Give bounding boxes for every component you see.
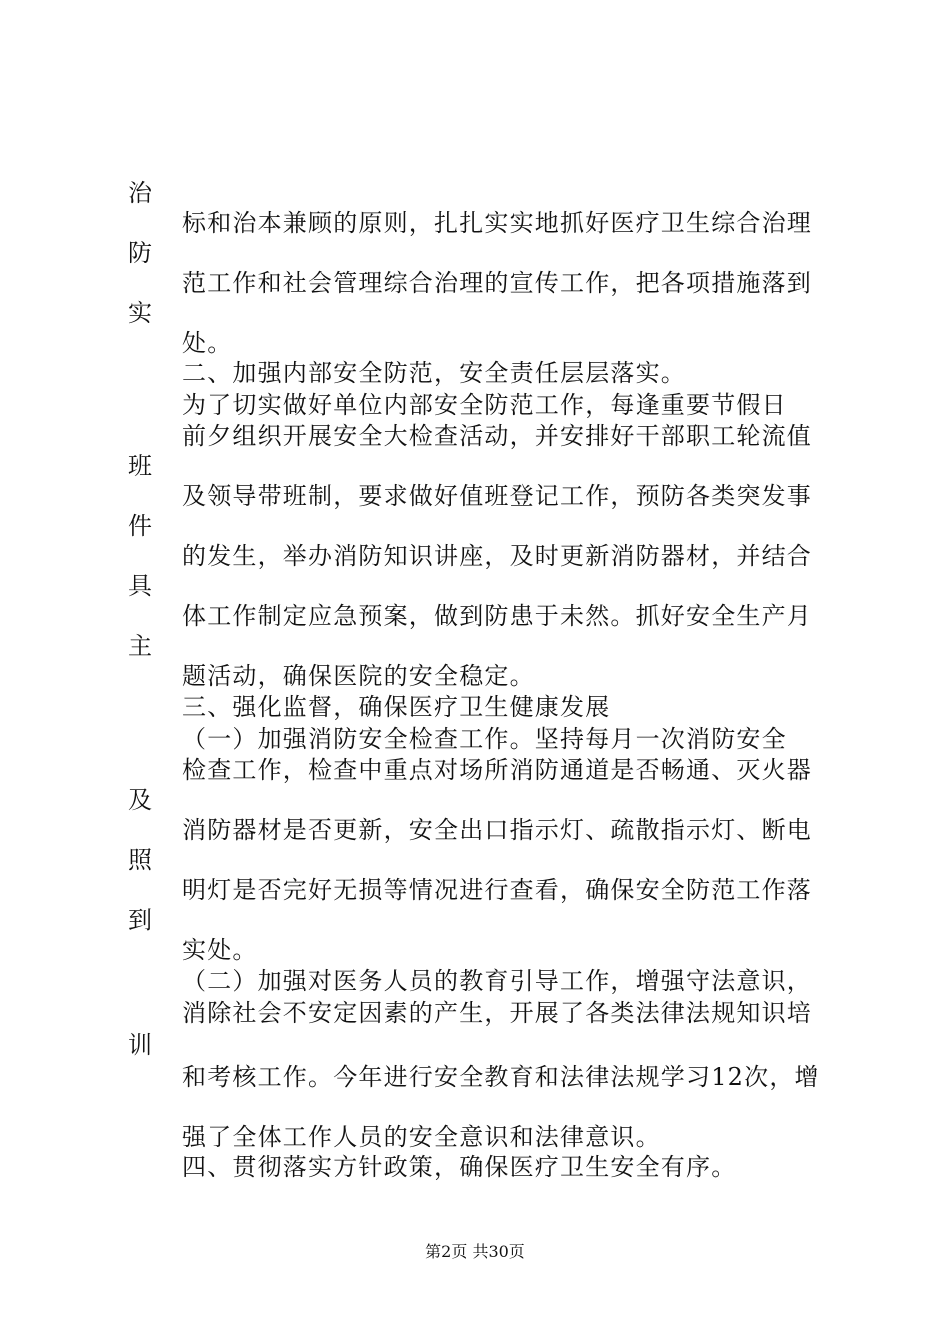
margin-char: 班 bbox=[128, 452, 152, 480]
body-text-line: 消防器材是否更新，安全出口指示灯、疏散指示灯、断电 bbox=[182, 816, 812, 844]
body-text-line: 体工作制定应急预案，做到防患于未然。抓好安全生产月 bbox=[182, 602, 812, 630]
section-heading: 三、强化监督，确保医疗卫生健康发展 bbox=[182, 693, 611, 721]
margin-char: 到 bbox=[128, 906, 152, 934]
body-text-line: 和考核工作。今年进行安全教育和法律法规学习12次，增 bbox=[182, 1063, 820, 1091]
margin-char: 具 bbox=[128, 572, 152, 600]
margin-char: 主 bbox=[128, 632, 152, 660]
body-text-line: 为了切实做好单位内部安全防范工作，每逢重要节假日 bbox=[182, 391, 787, 419]
margin-char: 及 bbox=[128, 786, 152, 814]
body-text-line: 及领导带班制，要求做好值班登记工作，预防各类突发事 bbox=[182, 482, 812, 510]
body-text-line: 范工作和社会管理综合治理的宣传工作，把各项措施落到 bbox=[182, 269, 812, 297]
body-text-line: 前夕组织开展安全大检查活动，并安排好干部职工轮流值 bbox=[182, 422, 812, 450]
section-heading: 二、加强内部安全防范，安全责任层层落实。 bbox=[182, 359, 686, 387]
body-text-line: 的发生，举办消防知识讲座，及时更新消防器材，并结合 bbox=[182, 542, 812, 570]
body-text-line: 处。 bbox=[182, 329, 233, 357]
body-text-line: （一）加强消防安全检查工作。坚持每月一次消防安全 bbox=[182, 725, 787, 753]
body-text-line: （二）加强对医务人员的教育引导工作，增强守法意识， bbox=[182, 967, 812, 995]
body-text-line: 题活动，确保医院的安全稳定。 bbox=[182, 662, 535, 690]
margin-char: 实 bbox=[128, 299, 152, 327]
margin-char: 件 bbox=[128, 512, 152, 540]
page-footer: 第2页 共30页 bbox=[425, 1242, 525, 1261]
body-text-line: 明灯是否完好无损等情况进行查看，确保安全防范工作落 bbox=[182, 876, 812, 904]
section-heading: 四、贯彻落实方针政策，确保医疗卫生安全有序。 bbox=[182, 1153, 737, 1181]
body-text-line: 标和治本兼顾的原则，扎扎实实地抓好医疗卫生综合治理 bbox=[182, 209, 812, 237]
margin-char: 防 bbox=[128, 239, 152, 267]
body-text-line: 检查工作，检查中重点对场所消防通道是否畅通、灭火器 bbox=[182, 756, 812, 784]
body-text-line: 强了全体工作人员的安全意识和法律意识。 bbox=[182, 1123, 661, 1151]
body-text-line: 实处。 bbox=[182, 936, 258, 964]
margin-char: 训 bbox=[128, 1031, 152, 1059]
body-text-line: 消除社会不安定因素的产生，开展了各类法律法规知识培 bbox=[182, 999, 812, 1027]
margin-char: 照 bbox=[128, 846, 152, 874]
margin-char: 治 bbox=[128, 179, 152, 207]
